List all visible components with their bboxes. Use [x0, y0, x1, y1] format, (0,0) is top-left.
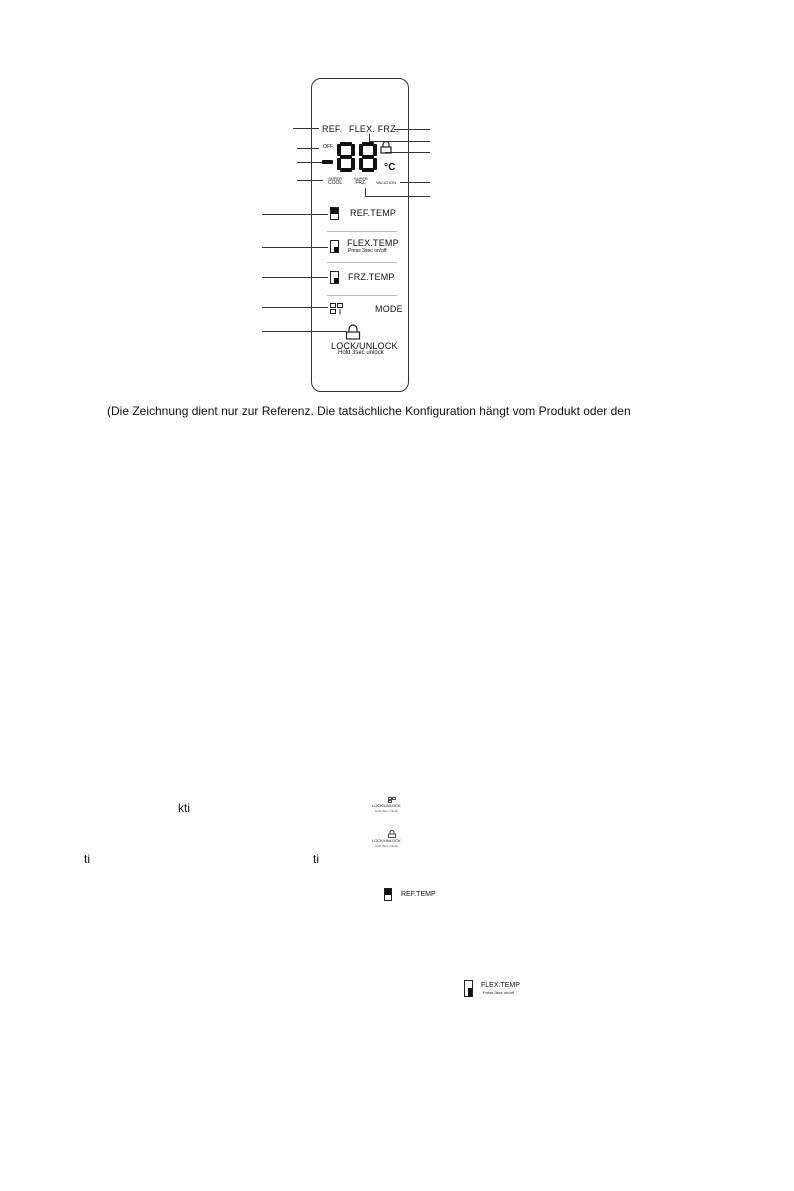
leader-line [262, 247, 328, 248]
leader-line [293, 128, 319, 129]
leader-line [394, 129, 430, 130]
text-fragment: kti [178, 801, 190, 815]
lock-unlock-sublabel: Hold 3sec unlock [338, 350, 384, 356]
leader-line [262, 214, 328, 215]
inline-lock-unlock-icon: LOCK/UNLOCK Hold 3sec unlock [372, 797, 412, 815]
display-minus-segment [322, 160, 333, 164]
text-fragment: ti [313, 852, 319, 866]
leader-line [297, 148, 319, 149]
leader-line [369, 134, 370, 141]
flex-temp-button[interactable] [330, 238, 402, 258]
ref-temp-icon [384, 888, 392, 901]
display-digit [337, 142, 355, 172]
display-flex-frz-label: FLEX. FRZ. [349, 124, 399, 134]
leader-line [297, 162, 325, 163]
mode-button[interactable] [330, 302, 402, 318]
leader-line [365, 188, 366, 196]
ref-temp-label: REF.TEMP [350, 208, 397, 218]
super-cool-label: SUPER COOL [328, 176, 343, 186]
divider [327, 262, 397, 263]
flex-temp-icon [330, 240, 339, 253]
leader-line [262, 307, 328, 308]
leader-line [262, 277, 328, 278]
frz-temp-button[interactable] [330, 270, 402, 286]
lock-icon [345, 324, 361, 340]
frz-temp-icon [330, 271, 339, 284]
leader-line [365, 196, 430, 197]
leader-line [297, 180, 323, 181]
flex-temp-label: FLEX.TEMP [347, 238, 399, 248]
divider [327, 295, 397, 296]
text-fragment: ti [84, 852, 90, 866]
inline-ref-temp-icon: REF.TEMP [384, 887, 448, 903]
flex-temp-icon [464, 980, 473, 997]
figure-caption: (Die Zeichnung dient nur zur Referenz. Die tatsächliche Konfiguration hängt vom Produkt oder den [107, 404, 631, 418]
display-digit [359, 142, 377, 172]
super-frz-label: SUPER FRZ. [354, 176, 368, 186]
mode-label: MODE [375, 304, 403, 314]
ref-temp-icon [330, 207, 339, 220]
flex-temp-sublabel: Press 3sec on/off [348, 248, 387, 254]
display-off-label: OFF [323, 144, 333, 150]
display-lock-icon [380, 141, 392, 154]
vacation-label: VACATION [376, 180, 396, 185]
lock-unlock-label: LOCK/UNLOCK [331, 341, 398, 351]
frz-temp-label: FRZ.TEMP [348, 272, 395, 282]
leader-line [400, 182, 430, 183]
leader-line [369, 141, 430, 142]
inline-flex-temp-icon: FLEX.TEMP Press 3sec on/off [464, 980, 528, 1000]
mode-icon [330, 303, 343, 315]
lock-unlock-button[interactable] [330, 324, 402, 358]
display-celsius-label: °C [384, 162, 396, 173]
lock-icon [388, 830, 396, 838]
divider [327, 231, 397, 232]
ref-temp-button[interactable] [330, 206, 402, 222]
inline-lock-unlock-icon: LOCK/UNLOCK Hold 3sec unlock [372, 830, 412, 852]
display-ref-label: REF. [322, 124, 343, 134]
